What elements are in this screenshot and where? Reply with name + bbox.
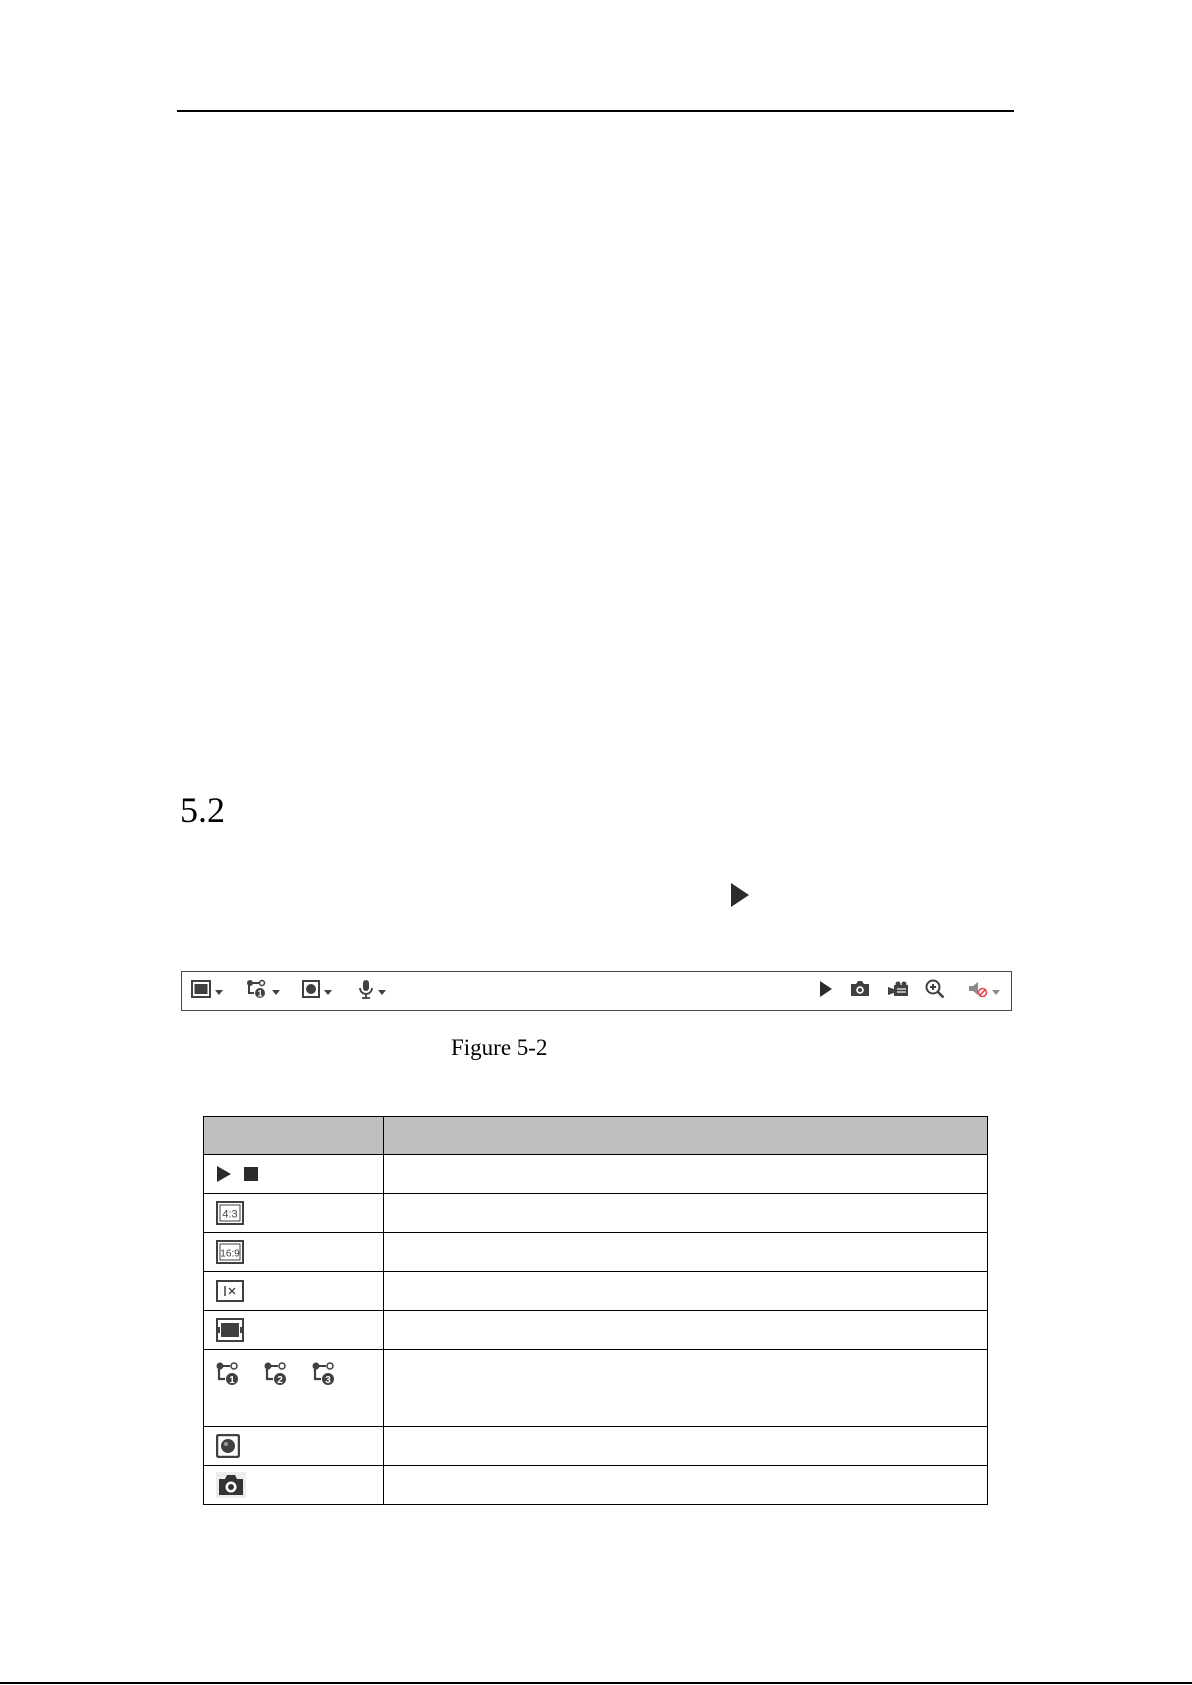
table-cell-description [384, 1350, 988, 1427]
live-view-toolbar [181, 971, 1012, 1011]
table-header-description [384, 1117, 988, 1155]
aspect-ratio-dropdown[interactable] [191, 980, 223, 1002]
chevron-down-icon [378, 982, 386, 1000]
video-effect-icon [302, 980, 320, 1003]
sub-stream-icon [264, 1365, 290, 1386]
table-row [204, 1272, 988, 1311]
stream-select-icon [246, 979, 268, 1004]
table-row [204, 1466, 988, 1505]
footer-rule [0, 1682, 1192, 1684]
icon-description-table [203, 1116, 988, 1505]
aspect-ratio-icon [191, 980, 211, 1003]
main-stream-icon [216, 1365, 242, 1386]
table-cell-icon [204, 1194, 384, 1233]
chevron-down-icon [215, 982, 223, 1000]
aspect-16-9-icon [216, 1243, 244, 1260]
table-cell-description [384, 1233, 988, 1272]
microphone-dropdown[interactable] [358, 980, 386, 1002]
table-cell-icon [204, 1311, 384, 1350]
play-icon [730, 882, 750, 913]
table-cell-description [384, 1427, 988, 1466]
svg-text:1: 1 [257, 988, 263, 998]
self-adaptive-icon [216, 1321, 244, 1338]
table-row [204, 1233, 988, 1272]
table-row [204, 1194, 988, 1233]
svg-text:4:3: 4:3 [222, 1208, 238, 1221]
play-icon [216, 1165, 232, 1182]
play-button[interactable] [819, 980, 833, 1002]
table-cell-icon [204, 1427, 384, 1466]
figure-caption: Figure 5-2 [451, 1035, 548, 1060]
zoom-in-icon [925, 979, 945, 1004]
record-button[interactable] [887, 980, 909, 1002]
video-effect-dropdown[interactable] [302, 980, 332, 1002]
header-rule [177, 110, 1014, 112]
table-header-icon [204, 1117, 384, 1155]
table-cell-description [384, 1155, 988, 1194]
third-stream-icon [312, 1365, 338, 1386]
table-cell-icon [204, 1155, 384, 1194]
table-cell-icon [204, 1233, 384, 1272]
play-icon [819, 980, 833, 1003]
stop-icon [244, 1165, 258, 1182]
table-cell-description [384, 1272, 988, 1311]
aspect-4-3-icon [216, 1204, 244, 1221]
table-row [204, 1427, 988, 1466]
original-size-icon [216, 1282, 244, 1299]
audio-dropdown[interactable] [968, 980, 1000, 1002]
camera-icon [850, 980, 870, 1002]
svg-text:2: 2 [277, 1375, 283, 1386]
capture-button[interactable] [850, 980, 870, 1002]
svg-text:1: 1 [229, 1375, 235, 1386]
table-row [204, 1311, 988, 1350]
capture-icon [216, 1476, 246, 1493]
table-cell-description [384, 1311, 988, 1350]
digital-zoom-button[interactable] [925, 980, 945, 1002]
table-header-row [204, 1117, 988, 1155]
section-number: 5.2 [180, 790, 225, 830]
stream-select-dropdown[interactable] [246, 980, 280, 1002]
chevron-down-icon [272, 982, 280, 1000]
table-cell-description [384, 1194, 988, 1233]
microphone-icon [358, 979, 374, 1004]
video-effect-icon [216, 1437, 240, 1454]
table-cell-icon [204, 1466, 384, 1505]
table-cell-icon [204, 1272, 384, 1311]
audio-mute-icon [968, 980, 988, 1003]
table-cell-description [384, 1466, 988, 1505]
table-row [204, 1155, 988, 1194]
chevron-down-icon [324, 982, 332, 1000]
table-row [204, 1350, 988, 1427]
chevron-down-icon [992, 982, 1000, 1000]
svg-text:3: 3 [325, 1375, 331, 1386]
svg-text:16:9: 16:9 [220, 1248, 240, 1260]
record-icon [887, 981, 909, 1002]
table-cell-icon [204, 1350, 384, 1427]
